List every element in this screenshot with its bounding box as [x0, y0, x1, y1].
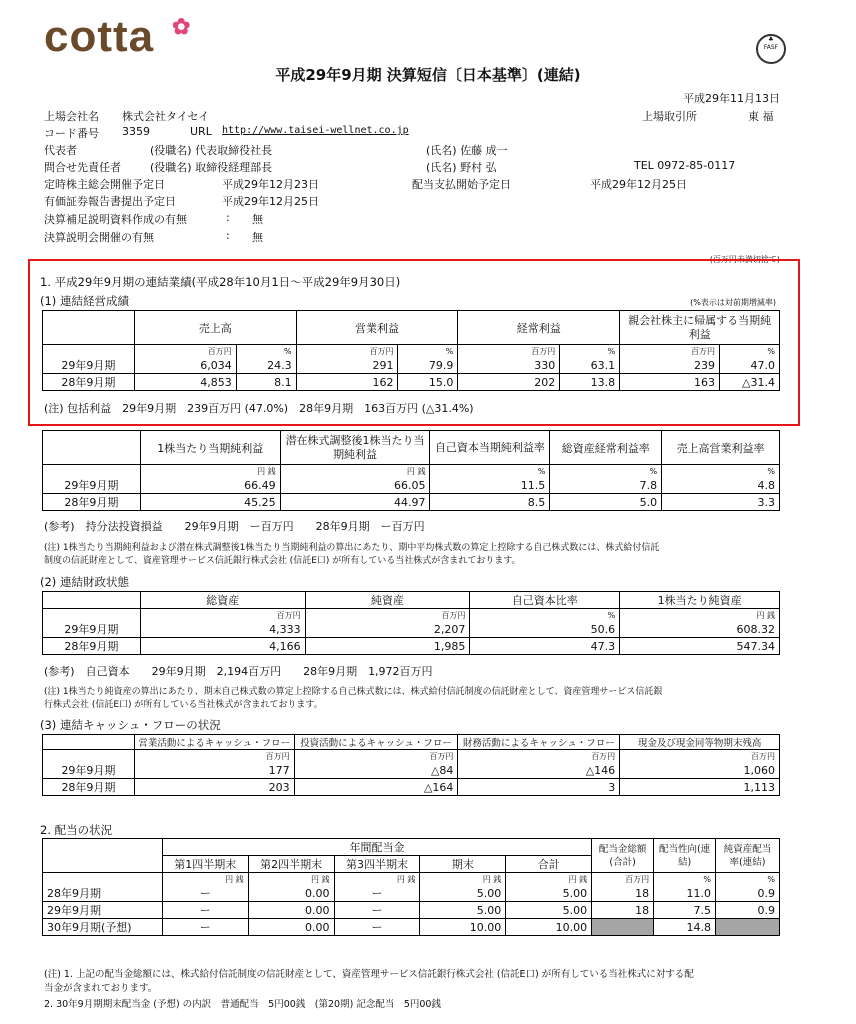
rep-name: (氏名) 佐藤 成一: [426, 144, 508, 157]
supp-value: 無: [252, 213, 263, 226]
tel: TEL 0972-85-0117: [634, 159, 736, 172]
header-payout-ratio: 配当性向(連結): [654, 839, 716, 873]
report-date: 平成29年11月13日: [683, 92, 780, 105]
company-url-link[interactable]: http://www.taisei-wellnet.co.jp: [222, 125, 409, 136]
table-row: 30年9月期(予想) ー 0.00 ー 10.00 10.00 14.8: [43, 919, 780, 936]
pct-note: (%表示は対前期増減率): [690, 298, 776, 307]
dividends-note-3: 2. 30年9月期期末配当金 (予想) の内訳 普通配当 5円00銭 (第20期) 記念配当 5円00銭: [44, 999, 441, 1010]
header-operating-income: 営業利益: [296, 311, 458, 345]
header-diluted-eps: 潜在株式調整後1株当たり当期純利益: [280, 431, 430, 465]
financial-note-2: 行株式会社 (信託E口) が所有している当社株式が含まれております。: [44, 700, 323, 710]
table-row: 28年9月期 203 △164 3 1,113: [43, 779, 780, 796]
header-sales: 売上高: [134, 311, 296, 345]
header-cash-balance: 現金及び現金同等物期末残高: [620, 735, 780, 750]
comprehensive-income: (注) 包括利益 29年9月期 239百万円 (47.0%) 28年9月期 163百万円 (△31.4%): [44, 402, 474, 415]
cotta-logo: cotta ✿: [44, 12, 192, 61]
header-total-assets: 総資産: [140, 592, 305, 609]
table-row: 28年9月期 ー 0.00 ー 5.00 5.00 18 11.0 0.9: [43, 885, 780, 902]
per-share-note-2: 制度の信託財産として、資産管理サービス信託銀行株式会社 (信託E口) が所有している当社株式が含まれております。: [44, 556, 521, 566]
header-roa: 総資産経常利益率: [550, 431, 662, 465]
dividends-note-1: (注) 1. 上記の配当金総額には、株式給付信託制度の信託財産として、資産管理サービス信託銀行株式会社 (信託E口) が所有している当社株式に対する配: [44, 969, 694, 980]
header-net-assets: 純資産: [305, 592, 470, 609]
agm-date: 平成29年12月23日: [222, 178, 319, 191]
report-label: 有価証券報告書提出予定日: [44, 195, 176, 208]
header-margin: 売上高営業利益率: [662, 431, 780, 465]
per-share-note-1: (注) 1株当たり当期純利益および潜在株式調整後1株当たり当期純利益の算出にあたり、期中平均株式数の算定上控除する自己株式数には、株式給付信託: [44, 543, 660, 553]
operating-results-table: 売上高 営業利益 経常利益 親会社株主に帰属する当期純利益 百万円 % 百万円 % 百万円 % 百万円 % 29年9月期 6,034 24.3 291 79.9 330 63.1 239 47.0 28年9月期 4,853 8.1 162 15.0 202 13.8 163 △31.4: [42, 310, 780, 391]
cashflow-table: 営業活動によるキャッシュ・フロー 投資活動によるキャッシュ・フロー 財務活動によるキャッシュ・フロー 現金及び現金同等物期末残高 百万円 百万円 百万円 百万円 29年9月期 177 △84 △146 1,060 28年9月期 203 △164 3 1,113: [42, 734, 780, 796]
contact-label: 問合せ先責任者: [44, 161, 121, 174]
briefing-colon: :: [226, 229, 230, 242]
dividends-note-2: 当金が含まれております。: [44, 983, 158, 994]
contact-role: (役職名) 取締役経理部長: [150, 161, 273, 174]
header-equity-ratio: 自己資本比率: [470, 592, 620, 609]
code-label: コード番号: [44, 127, 99, 140]
url-label: URL: [190, 125, 212, 138]
company-name-label: 上場会社名: [44, 110, 99, 123]
exchange-label: 上場取引所: [642, 110, 697, 123]
exchange: 東 福: [748, 110, 774, 123]
header-annual-dividend: 年間配当金: [162, 839, 591, 856]
equity-method-ref: (参考) 持分法投資損益 29年9月期 ー百万円 28年9月期 ー百万円: [44, 520, 425, 533]
header-eps: 1株当たり当期純利益: [140, 431, 280, 465]
equity-ref: (参考) 自己資本 29年9月期 2,194百万円 28年9月期 1,972百万円: [44, 665, 433, 678]
dividends-title: 2. 配当の状況: [40, 823, 113, 837]
table-row: 28年9月期 4,166 1,985 47.3 547.34: [43, 638, 780, 655]
header-operating-cf: 営業活動によるキャッシュ・フロー: [134, 735, 294, 750]
table-row: 28年9月期 4,853 8.1 162 15.0 202 13.8 163 △31.4: [43, 374, 780, 391]
header-blank: [43, 311, 135, 345]
supp-label: 決算補足説明資料作成の有無: [44, 213, 187, 226]
document-title: 平成29年9月期 決算短信〔日本基準〕(連結): [275, 66, 581, 84]
report-date-submit: 平成29年12月25日: [222, 195, 319, 208]
briefing-label: 決算説明会開催の有無: [44, 231, 154, 244]
table-row: 29年9月期 6,034 24.3 291 79.9 330 63.1 239 47.0: [43, 357, 780, 374]
header-financing-cf: 財務活動によるキャッシュ・フロー: [458, 735, 620, 750]
cashflow-subtitle: (3) 連結キャッシュ・フローの状況: [40, 718, 221, 732]
header-investing-cf: 投資活動によるキャッシュ・フロー: [294, 735, 458, 750]
financial-subtitle: (2) 連結財政状態: [40, 575, 129, 589]
div-pay-date: 平成29年12月25日: [590, 178, 687, 191]
header-net-income: 親会社株主に帰属する当期純利益: [620, 311, 780, 345]
code: 3359: [122, 125, 150, 138]
section1-title: 1. 平成29年9月期の連結業績(平成28年10月1日〜平成29年9月30日): [40, 275, 401, 289]
supp-colon: :: [226, 211, 230, 224]
briefing-value: 無: [252, 231, 263, 244]
rounding-note: (百万円未満切捨て): [709, 255, 780, 264]
flower-icon: ✿: [172, 14, 192, 39]
financial-position-table: 総資産 純資産 自己資本比率 1株当たり純資産 百万円 百万円 % 円 銭 29年9月期 4,333 2,207 50.6 608.32 28年9月期 4,166 1,985 47.3 547.34: [42, 591, 780, 655]
per-share-table: 1株当たり当期純利益 潜在株式調整後1株当たり当期純利益 自己資本当期純利益率 総資産経常利益率 売上高営業利益率 円 銭 円 銭 % % % 29年9月期 66.49 66.05 11.5 7.8 4.8 28年9月期 45.25 44.97 8.5 5.0 3.3: [42, 430, 780, 511]
contact-name: (氏名) 野村 弘: [426, 161, 497, 174]
header-roe: 自己資本当期純利益率: [430, 431, 550, 465]
rep-role: (役職名) 代表取締役社長: [150, 144, 273, 157]
header-total-dividend: 配当金総額(合計): [592, 839, 654, 873]
div-pay-label: 配当支払開始予定日: [412, 178, 511, 191]
table-row: 29年9月期 ー 0.00 ー 5.00 5.00 18 7.5 0.9: [43, 902, 780, 919]
header-ordinary-income: 経常利益: [458, 311, 620, 345]
section1-subtitle: (1) 連結経営成績: [40, 294, 129, 308]
table-row: 29年9月期 4,333 2,207 50.6 608.32: [43, 621, 780, 638]
financial-note-1: (注) 1株当たり純資産の算出にあたり、期末自己株式数の算定上控除する自己株式数には、株式給付信託制度の信託財産として、資産管理サービス信託銀: [44, 687, 663, 697]
dividends-table: 年間配当金 配当金総額(合計) 配当性向(連結) 純資産配当率(連結) 第1四半期末 第2四半期末 第3四半期末 期末 合計 円 銭 円 銭 円 銭 円 銭 円 銭 百万円 % % 28年9月期 ー 0.00 ー 5.00 5.00 18 11.0 0.9 29年9月期 ー 0.00 ー 5.00 5.00 18 7.5 0.9 30年9月期(予想) ー 0.00 ー 10.00 10.00 14.8: [42, 838, 780, 936]
header-bps: 1株当たり純資産: [620, 592, 780, 609]
table-row: 29年9月期 177 △84 △146 1,060: [43, 762, 780, 779]
agm-label: 定時株主総会開催予定日: [44, 178, 165, 191]
company-name: 株式会社タイセイ: [122, 110, 210, 123]
header-doe: 純資産配当率(連結): [716, 839, 780, 873]
table-row: 29年9月期 66.49 66.05 11.5 7.8 4.8: [43, 477, 780, 494]
table-row: 28年9月期 45.25 44.97 8.5 5.0 3.3: [43, 494, 780, 511]
fasf-mark-icon: ♣ FASF: [756, 34, 786, 64]
rep-label: 代表者: [44, 144, 77, 157]
